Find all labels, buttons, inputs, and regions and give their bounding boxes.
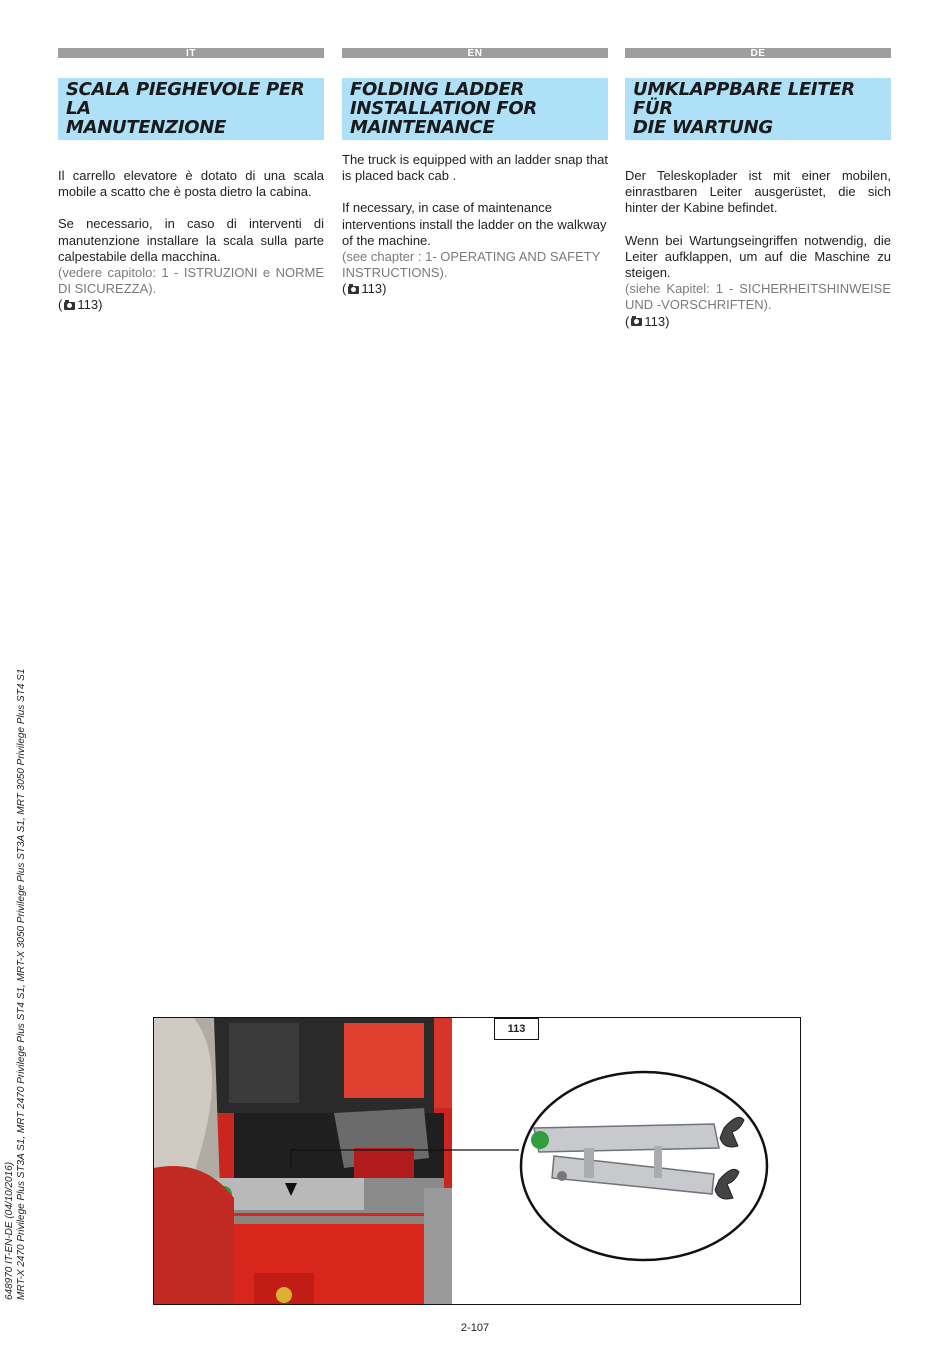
title-line: SCALA PIEGHEVOLE PER LA bbox=[66, 79, 305, 119]
column-en bbox=[342, 48, 608, 298]
chapter-reference: (vedere capitolo: 1 - ISTRUZIONI e NORME DI SICUREZZA). bbox=[58, 265, 324, 297]
title-line: DIE WARTUNG bbox=[633, 117, 773, 138]
paragraph: Wenn bei Wartungseingriffen notwendig, die Leiter aufklappen, um auf die Maschine zu steigen. bbox=[625, 232, 891, 281]
title-line: MAINTENANCE bbox=[350, 117, 495, 138]
figure-reference bbox=[58, 297, 102, 313]
lang-bar-it: IT bbox=[58, 48, 324, 58]
section-title-en bbox=[342, 78, 608, 140]
paragraph: Der Teleskoplader ist mit einer mobilen, einrastbaren Leiter ausgerüstet, die sich hinter der Kabine befindet. bbox=[625, 168, 891, 216]
ref-number: 113) bbox=[77, 297, 103, 313]
chapter-reference: (siehe Kapitel: 1 - SICHERHEITSHINWEISE UND -VORSCHRIFTEN). bbox=[625, 281, 891, 313]
camera-icon bbox=[348, 286, 359, 294]
title-line: UMKLAPPBARE LEITER FÜR bbox=[633, 79, 855, 119]
title-line: FOLDING LADDER bbox=[350, 79, 525, 100]
ref-number: 113) bbox=[644, 313, 670, 329]
ref-open: ( bbox=[58, 297, 63, 313]
paragraph: If necessary, in case of maintenance interventions install the ladder on the walkway of the machine. bbox=[342, 200, 607, 248]
title-line: INSTALLATION FOR bbox=[350, 98, 537, 119]
paragraph: Il carrello elevatore è dotato di una scala mobile a scatto che è posta dietro la cabina. bbox=[58, 168, 324, 200]
ref-open: ( bbox=[342, 281, 347, 297]
model-list: MRT-X 2470 Privilege Plus ST3A S1, MRT 2470 Privilege Plus ST4 S1, MRT-X 3050 Privilege Plus ST3A S1, MRT 3050 Privilege Plus ST4 S1 bbox=[16, 668, 27, 1300]
figure-label: 113 bbox=[494, 1018, 539, 1040]
column-it bbox=[58, 48, 324, 314]
camera-icon bbox=[64, 302, 75, 310]
body-it bbox=[58, 168, 324, 314]
lang-bar-de: DE bbox=[625, 48, 891, 58]
document-code: 648970 IT-EN-DE (04/10/2016) bbox=[4, 1161, 15, 1300]
body-de bbox=[625, 168, 891, 330]
title-line: MANUTENZIONE bbox=[66, 117, 226, 138]
ref-number: 113) bbox=[361, 281, 387, 297]
document-side-info bbox=[4, 669, 28, 1300]
figure-reference bbox=[625, 314, 669, 330]
camera-icon bbox=[631, 318, 642, 326]
page-number: 2-107 bbox=[460, 1322, 490, 1334]
lang-bar-en: EN bbox=[342, 48, 608, 58]
section-title-de bbox=[625, 78, 891, 140]
section-title-it bbox=[58, 78, 324, 140]
ref-open: ( bbox=[625, 313, 630, 329]
paragraph: Se necessario, in caso di interventi di manutenzione installare la scala sulla parte calpestabile della macchina. bbox=[58, 216, 324, 264]
body-en bbox=[342, 152, 608, 298]
machine-photo bbox=[154, 1018, 452, 1305]
figure-113 bbox=[153, 1017, 801, 1305]
figure-reference bbox=[342, 281, 386, 297]
column-de bbox=[625, 48, 891, 330]
chapter-reference: (see chapter : 1- OPERATING AND SAFETY INSTRUCTIONS). bbox=[342, 249, 601, 281]
ladder-detail-inset bbox=[514, 1066, 794, 1266]
paragraph: The truck is equipped with an ladder snap that is placed back cab . bbox=[342, 152, 608, 184]
